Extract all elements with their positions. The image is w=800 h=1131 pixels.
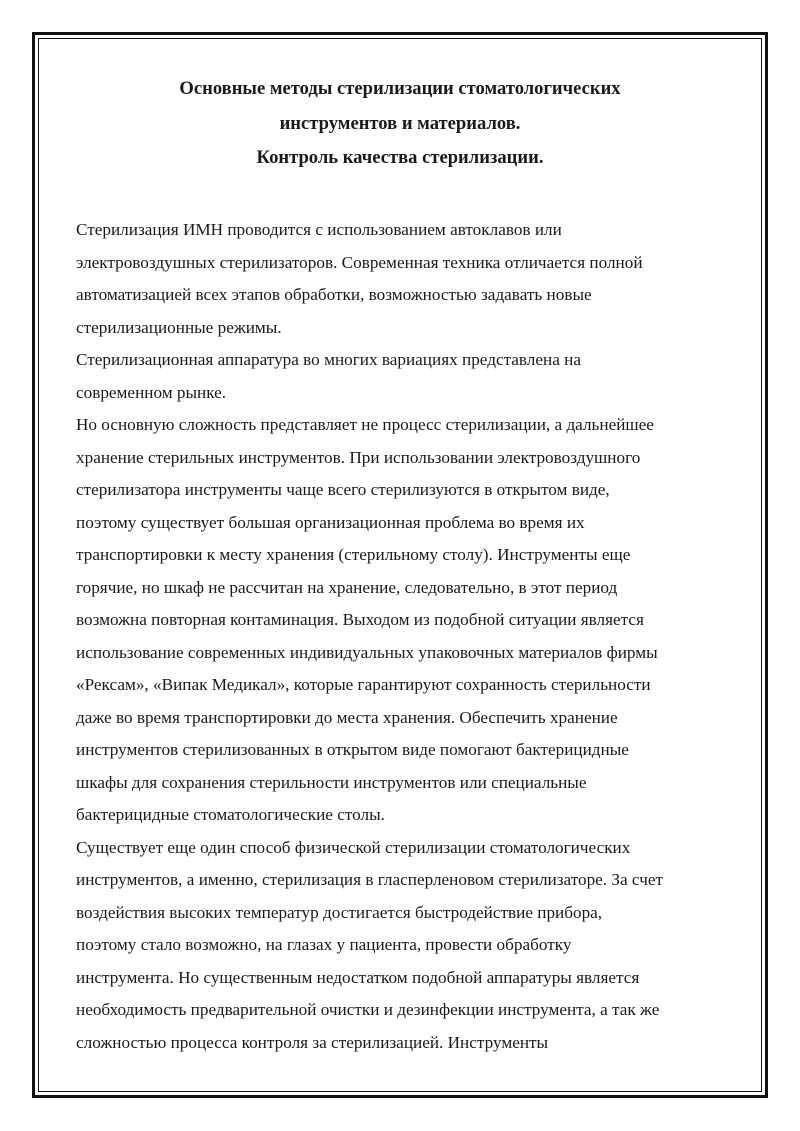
body-line: «Рексам», «Випак Медикал», которые гарантируют сохранность стерильности	[76, 675, 651, 694]
body-line: поэтому стало возможно, на глазах у пациента, провести обработку	[76, 935, 572, 954]
title-line: инструментов и материалов.	[279, 112, 521, 134]
body-line: необходимость предварительной очистки и дезинфекции инструмента, а так же	[76, 1000, 660, 1019]
document-body	[76, 214, 736, 1059]
body-line: Существует еще один способ физической стерилизации стоматологических	[76, 837, 631, 857]
body-line: автоматизацией всех этапов обработки, возможностью задавать новые	[76, 285, 592, 304]
title-line: Контроль качества стерилизации.	[256, 147, 544, 168]
body-line: сложностью процесса контроля за стерилизацией. Инструменты	[76, 1032, 549, 1052]
body-line: воздействия высоких температур достигается быстродействие прибора,	[76, 902, 603, 922]
body-line: современном рынке.	[76, 382, 227, 402]
body-line: инструмента. Но существенным недостатком подобной аппаратуры является	[76, 967, 640, 987]
body-line: даже во время транспортировки до места хранения. Обеспечить хранение	[76, 707, 618, 727]
body-line: транспортировки к месту хранения (стерильному столу). Инструменты еще	[76, 545, 631, 564]
body-line: Стерилизационная аппаратура во многих вариациях представлена на	[76, 350, 581, 369]
title-line: Основные методы стерилизации стоматологических	[179, 78, 621, 99]
body-line: электровоздушных стерилизаторов. Современная техника отличается полной	[76, 252, 643, 272]
body-line: Стерилизация ИМН проводится с использованием автоклавов или	[76, 220, 562, 239]
body-line: горячие, но шкаф не рассчитан на хранение, следовательно, в этот период	[76, 577, 618, 597]
document-title	[60, 72, 740, 176]
body-line: хранение стерильных инструментов. При использовании электровоздушного	[76, 447, 641, 467]
body-line: Но основную сложность представляет не процесс стерилизации, а дальнейшее	[76, 415, 654, 434]
body-line: использование современных индивидуальных упаковочных материалов фирмы	[76, 642, 658, 662]
body-line: инструментов стерилизованных в открытом виде помогают бактерицидные	[76, 740, 629, 759]
body-line: стерилизационные режимы.	[76, 317, 282, 337]
body-line: возможна повторная контаминация. Выходом из подобной ситуации является	[76, 610, 644, 629]
body-line: шкафы для сохранения стерильности инструментов или специальные	[76, 772, 587, 792]
body-line: поэтому существует большая организационная проблема во время их	[76, 512, 585, 532]
body-line: инструментов, а именно, стерилизация в гласперленовом стерилизаторе. За счет	[76, 870, 663, 889]
body-line: бактерицидные стоматологические столы.	[76, 805, 385, 824]
body-line: стерилизатора инструменты чаще всего стерилизуются в открытом виде,	[76, 480, 610, 499]
